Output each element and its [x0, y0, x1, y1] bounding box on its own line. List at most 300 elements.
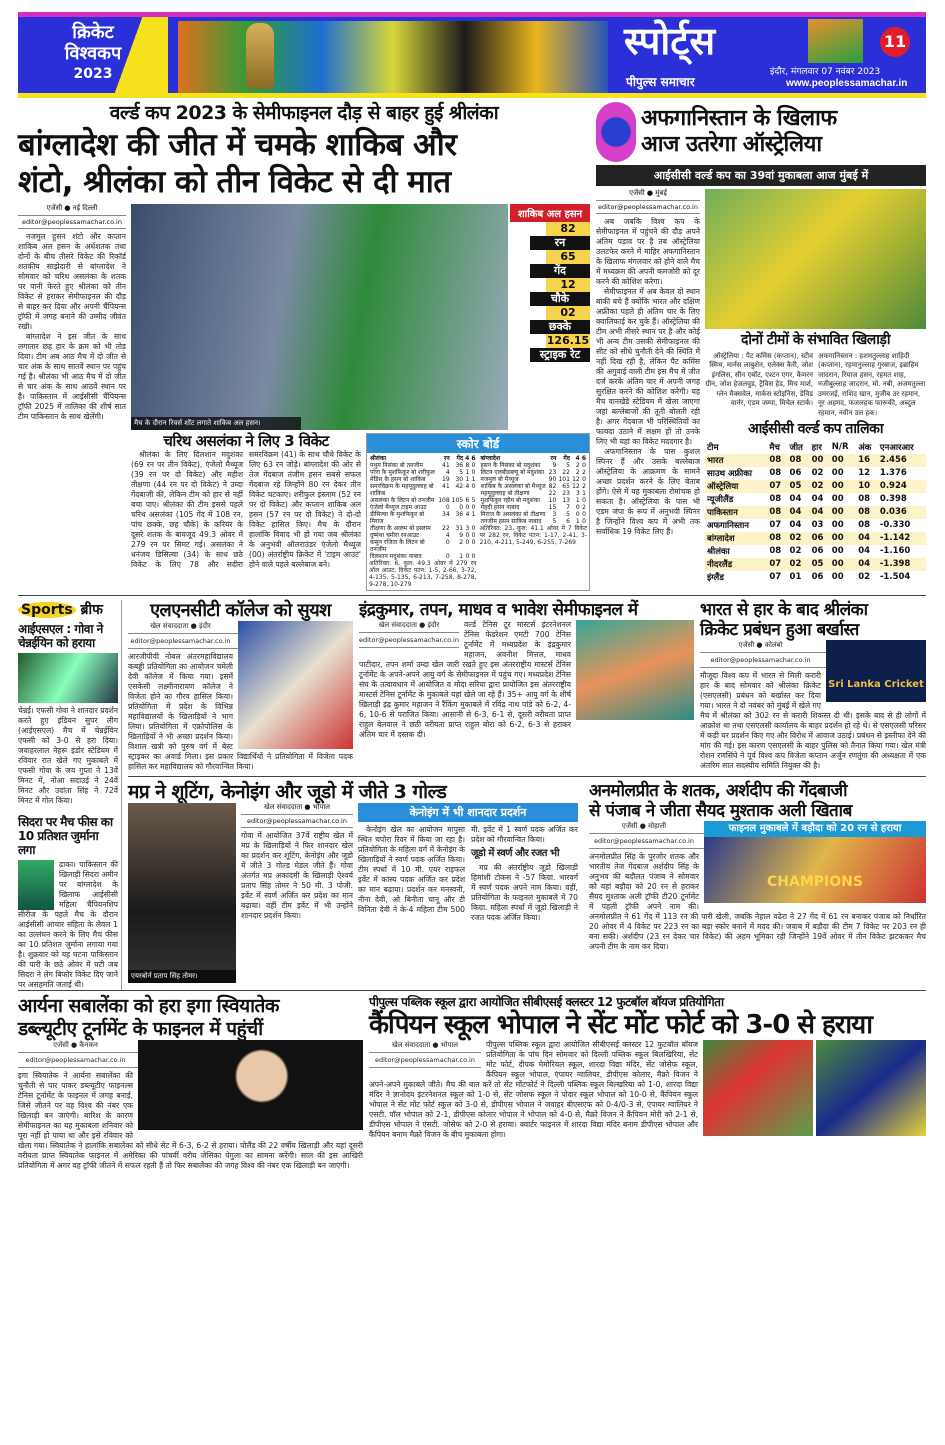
afg-body	[596, 217, 700, 537]
asalanka-story	[131, 433, 361, 591]
masthead-banner	[18, 12, 926, 98]
byline: खेल संवाददाता ● इंदौर	[359, 620, 459, 633]
email-link[interactable]: editor@peoplessamachar.co.in	[18, 1053, 363, 1068]
srilanka-headline	[700, 600, 926, 640]
cell: 0	[471, 538, 476, 546]
football-story	[369, 995, 926, 1171]
football-headline: कैंपियन स्कूल भोपाल ने सेंट मोंट फोर्ट को 3-0 से हराया	[369, 1009, 872, 1040]
email-link[interactable]: editor@peoplessamachar.co.in	[359, 633, 459, 648]
batting-row	[369, 476, 477, 483]
cell: 1	[471, 475, 476, 483]
sl-extras: अतिरिक्त: 6, कुल: 49.3 ओवर में 279 रन ऑल आउट, विकेट पतन: 1-5, 2-66, 3-72, 4-135, 5-135, 6-213, 7-258, 8-278, 9-278, 10-279	[369, 559, 477, 588]
paragraph: मौजूदा विश्व कप में भारत से मिली करारी हार के बाद सोमवार को श्रीलंका क्रिकेट (एसएलसी) प्रबंधन को बर्खास्त कर दिया गया। भारत ने दो नवंबर को मुंबई में खेले गए मैच में श्रीलंका को 302 रन से करारी शिकस्त दी थी। इसके बाद से ही लोगों में आक्रोश था तथा एसएलसी कार्यालय के बाहर प्रदर्शन हो रहे थे। से एसएलसी परिसर में कड़ी घर प्रदर्शन किए गए और विरोध में आवाज उठाई। प्रबंधन से इस्तीफा देने की मांग की गई। इस कारण एसएलसी के बाहर पुलिस को तैनात किया गया। खेल मंत्री रोशन रणसिंघे ने पूर्व विश्व कप विजेता कप्तान अर्जुन रणतुंगा की अध्यक्षता में एक अंतरिम सात सदस्यीय समिति नियुक्त की है।	[700, 670, 927, 770]
cell: 00	[830, 454, 856, 467]
wc-line1: क्रिकेट	[72, 22, 114, 43]
cell: 06	[811, 572, 824, 583]
cell: 08	[767, 506, 787, 519]
col-header: रन	[550, 454, 557, 462]
canoeing-band: केनोइंग में भी शानदार प्रदर्शन	[358, 803, 578, 822]
stat-value: 12	[546, 278, 590, 292]
cell: 0	[465, 503, 470, 511]
cell: 03	[811, 520, 824, 531]
cell: 10	[548, 496, 557, 504]
batting-row	[480, 469, 588, 476]
cell: 22	[562, 468, 570, 476]
cell: हसन कै निसंका बो मदुशंका	[480, 461, 541, 469]
lead-kicker: वर्ल्ड कप 2023 के सेमीफाइनल दौड़ से बाहर हुई श्रीलंका	[109, 102, 499, 124]
cell: 08	[858, 520, 871, 531]
cell: 0	[575, 503, 580, 511]
scoreboard-header	[480, 455, 588, 462]
cell: 07	[767, 480, 787, 493]
table-row	[705, 506, 926, 519]
sabalenka-body	[18, 1040, 363, 1171]
cell: 42	[455, 482, 464, 490]
cell: दिलशान मदुशंका नाबाद	[370, 552, 422, 560]
cell: 08	[769, 468, 782, 479]
email-link[interactable]: editor@peoplessamachar.co.in	[18, 216, 126, 229]
players-photo	[178, 21, 608, 93]
cell: 07	[769, 520, 782, 531]
paragraph: मप्र की अंतर्राष्ट्रीय जूडो खिलाड़ी हिमांशी टोकस ने -57 किग्रा. भारवर्ग में स्वर्ण पदक अपने नाम किया। वहीं, प्रतियोगिता के फाइनल मुकाबले में 70 किग्रा. महिला स्पर्धा में जूडो खिलाड़ी ने रजत पदक अर्जित किया।	[471, 863, 578, 922]
table-header	[705, 441, 926, 454]
middle-right	[128, 600, 926, 991]
aus-squad: ऑस्ट्रेलिया : पैट कमिंस (कप्तान), स्टीव स्मिथ, मार्नस लाबुशेन, एलेक्स कैरी, जोश इंगलिस, सीन एबॉट, एश्टन एगर, कैमरन ग्रीन, जोश हेजलवुड, ट्रैविस हेड, मिच मार्श, ग्लेन मैक्सवेल, मार्कस स्टोइनिस, डेविड वार्नर, एडम जम्पा, मिचेल स्टार्क।	[705, 351, 813, 408]
lead-story	[18, 102, 590, 591]
cell: 07	[769, 572, 782, 583]
batting-row	[480, 490, 588, 497]
cell: 1	[575, 517, 580, 525]
punjab-photo	[704, 837, 926, 903]
cell: पाकिस्तान	[705, 506, 767, 519]
table-row	[705, 532, 926, 545]
table-row	[705, 558, 926, 571]
mp-sub	[358, 803, 578, 983]
sabalenka-headline	[18, 995, 363, 1040]
cell: 5	[566, 461, 570, 469]
cell: 5	[552, 517, 557, 525]
cell: 0	[582, 461, 586, 469]
column-header: हार	[811, 442, 822, 453]
lead-column	[18, 204, 126, 591]
cell: 12	[572, 482, 580, 490]
paragraph: इगा स्वियातेक ने आर्यना सबालेंका की चुनौती से पार पाकर डब्ल्यूटीए फाइनल्स टेनिस टूर्नामेंट के फाइनल में जगह बनाई, जिसे जीतने पर वह विश्व की नंबर एक खिलाड़ी बन जाएंगी। बारिश के कारण सेमीफाइनल का यह मुकाबला शनिवार को पूरा नहीं हो पाया था और इसे रविवार को खेला गया। स्वियातेक ने हालांकि सबालेंका को सीधे सेट में 6-3, 6-2 से हराया। पोलैंड की 22 वर्षीय खिलाड़ी और यहां दूसरी वरीयता प्राप्त स्वियातेक फाइनल में अमेरिका की पांचवीं वरीय जेसिका पेगुला का सामना करेंगी। साल की इस आखिरी प्रतियोगिता में अगर वह ट्रॉफी जीतने में सफल रहती हैं तो फिर सबालेंका की जगह विश्व की नंबर एक खिलाड़ी बन जाएंगी।	[18, 1071, 363, 1171]
paragraph: अफगानिस्तान के पास कुशल स्पिनर हैं और उसके बल्लेबाज ऑस्ट्रेलिया के आक्रमण के सामने अच्छा प्रदर्शन करने के लिए बेताब होंगे। ऐसे में यह मुकाबला रोमांचक हो सकता है। ऑस्ट्रेलिया के पास भी एडम जंपा के रूप में अनुभवी स्पिनर है जिन्होंने विश्व कप में अभी तक सर्वाधिक 19 विकेट लिए हैं।	[596, 447, 700, 536]
cell: 31	[455, 524, 464, 532]
punjab-headline-line1: अनमोलप्रीत के शतक, अर्शदीप की गेंदबाजी	[589, 780, 848, 801]
cell: न्यूजीलैंड	[707, 494, 734, 505]
byline: एजेंसी ● मोहाली	[589, 821, 926, 834]
cell: 00	[830, 506, 856, 519]
squads-title: दोनों टीमों के संभावित खिलाड़ी	[740, 332, 891, 348]
cell: 00	[831, 468, 844, 479]
website-link[interactable]: www.peoplessamachar.in	[786, 78, 908, 89]
cell: 08	[767, 454, 787, 467]
paragraph: श्रीलंका के लिए दिलशान मदुशंका (69 रन पर तीन विकेट), एंजेलो मैथ्यूज (39 रन पर दो विकेट) और महीश तीक्षणा (44 रन पर दो विकेट) ने उम्दा गेंदबाजी की, लेकिन टीम को हार से नहीं बचा पाए। श्रीलंका की टीम इससे पहले चरिथ असलंका (105 गेंद में 108 रन, पांच छक्के, छह चौके) के करियर के दूसरे शतक के बावजूद 49.3 ओवर में 279 रन पर सिमट गई। असलंका ने धनंजय डिसिल्वा (34) के साथ छठे विकेट के लिए 78 और सदीरा समरविक्रम (41) के साथ चौथे विकेट के लिए 63 रन जोड़े। बांग्लादेश की ओर से तेज गेंदबाज तंजीम हसन सबसे सफल गेंदबाज रहे जिन्होंने 80 रन देकर तीन विकेट चटकाए। शरीफुल इस्लाम (52 रन पर दो विकेट) और कप्तान शाकिब अल हसन (57 रन पर दो विकेट) ने दो-दो विकेट हासिल किए। मैच के दौरान हालांकि विवाद भी हो गया जब श्रीलंका के अनुभवी ऑलराउंडर एंजेलो मैथ्यूज (00) अंतर्राष्ट्रीय क्रिकेट में 'टाइम आउट' होने वाले पहले बल्लेबाज बने।	[131, 450, 361, 570]
brief-logo	[18, 600, 118, 619]
cell: 4	[465, 510, 470, 518]
champions-banner-text: CHAMPIONS	[767, 873, 863, 890]
batting-row	[369, 532, 477, 539]
col-header: रन	[443, 454, 450, 462]
table-row	[705, 519, 926, 532]
cell: कसुन रजिता कै लिटन बो तनजीम	[370, 538, 425, 553]
cell: तीक्षणा कै आलम बो इस्लाम	[370, 524, 431, 532]
column-header: जीत	[789, 442, 803, 453]
cell: 08	[767, 532, 787, 545]
paragraph: वर्ल्ड टेनिस टूर मास्टर्स इंटरनेशनल टेनिस फेडरेशन एमटी 700 टेनिस टूर्नामेंट में मध्यप्रदेश के इंद्रकुमार महाजन, अवनीश मित्तल, माधव पाटीदार, तपन शर्मा उम्दा खेल जारी रखते हुए इस अंतरराष्ट्रीय मास्टर्स टेनिस टूर्नामेंट के अपने-अपने आयु वर्ग के सेमीफाइनल में पहुंच गए। मध्यप्रदेश टेनिस संघ के तत्वावधान में आयोजित व मोदा सरिया द्वारा प्रायोजित इस अंतरराष्ट्रीय मास्टर्स टेनिस टूर्नामेंट के मुकाबले यहां खेले जा रहे हैं। 35+ आयु वर्ग के शीर्ष खिलाड़ी इंद्र कुमार महाजन ने रैंकिंग मुकाबले में रविंद्र नाथ पांडे को 6-2, 4-6, 10-6 से पराजित किया। आसानी से 6-3, 6-1 से, दूसरी वरीयता प्राप्त राहुल बेलवाल ने छठी वरीयता प्राप्त राहुल बोरा को 6-2, 6-3 से हराकर अंतिम चार में दस्तक दी।	[359, 619, 571, 739]
cell: 02	[811, 468, 824, 479]
cell: 4	[465, 482, 470, 490]
cell: 105	[451, 496, 464, 504]
cell: 5	[471, 496, 476, 504]
afg-headline-line1: अफगानिस्तान के खिलाफ	[641, 106, 837, 132]
email-link[interactable]: editor@peoplessamachar.co.in	[369, 1053, 481, 1068]
cell: 2	[575, 468, 580, 476]
cell: 05	[810, 558, 830, 571]
cell: श्रीलंका	[707, 546, 730, 557]
email-link[interactable]: editor@peoplessamachar.co.in	[700, 653, 926, 668]
cell: 6	[566, 517, 570, 525]
column-header: मैच	[769, 442, 780, 453]
table-row	[705, 454, 926, 467]
cell: 0	[445, 538, 450, 546]
stat-label: चौके	[530, 292, 590, 306]
srilanka-story	[700, 600, 926, 772]
table-row	[705, 571, 926, 584]
australia-team-photo	[705, 189, 926, 329]
cell: समरविक्रम कै महमूदुल्लाह बो शाकिब	[370, 482, 434, 497]
batting-row	[369, 497, 477, 504]
cell: 1	[471, 510, 476, 518]
brief-headline-2: सिदरा पर मैच फीस का 10 प्रतिशत जुर्माना लगा	[18, 814, 113, 858]
cell: 08	[769, 494, 782, 505]
cell: 5	[566, 510, 570, 518]
stat-label: स्ट्राइक रेट	[530, 348, 590, 362]
cell: 04	[789, 520, 802, 531]
paragraph: आरजीपीवी नोबल अंतरमहाविद्यालय कबड्डी प्रतियोगिता का आयोजन चमेली देवी कॉलेज में किया गया। इसमें एसकेसी लक्ष्मीनारायण कॉलेज ने विजेता होने का गौरव हासिल किया। प्रतियोगिता में प्रदेश के विभिन्न महाविद्यालयों के खिलाड़ियों ने भाग लिया। प्रतियोगिता में एक्रोपोलिस के खिलाड़ियों ने भी अच्छा प्रदर्शन किया। विशाल खत्री को पुरुष वर्ग में बेस्ट स्ट्राइकर का अवार्ड मिला। इस प्रकार विद्यार्थियों ने प्रतियोगिता में विजेता पदक हासिल कर महाविद्यालय को गौरवान्वित किया।	[128, 651, 353, 771]
cell: 04	[810, 506, 830, 519]
cell: 90	[548, 475, 557, 483]
cell: 08	[788, 454, 810, 467]
srilanka-body	[700, 640, 926, 771]
stat-item	[510, 278, 590, 306]
cell: 16	[856, 454, 878, 467]
batting-row	[480, 497, 588, 504]
col-header: गेंद	[456, 454, 464, 462]
cell: पथुम निसंका बो तनजीम	[370, 461, 423, 469]
paragraph: सेमीफाइनल में अब केवल दो स्थान बाकी बचे हैं क्योंकि भारत और दक्षिण अफ्रीका पहले ही अंतिम चार के लिए क्वालिफाई कर चुके हैं। ऑस्ट्रेलिया की टीम अभी तीसरे स्थान पर है और कोई भी अन्य टीम उसकी सेमीफाइनल की सीट को सीधे चुनौती देने की स्थिति में नहीं दिख रही है, लेकिन पैट कमिंस की अगुवाई वाली टीम इस मैच में जीत दर्ज करके अंतिम चार में अपनी जगह सुरक्षित करने की कोशिश करेगी। यह मैच वानखेड़े स्टेडियम में खेला जाएगा जहां बल्लेबाजों की तूती बोलती रही है। अगर गेंदबाज भी परिस्थितियों का फायदा उठाने में सक्षम हों तो उनके लिए भी यहां का विकेट मददगार है।	[596, 287, 700, 446]
cell: 3	[465, 524, 470, 532]
cell: भारत	[705, 454, 767, 467]
photo-caption: मैच के दौरान रिवर्स शॉट लगाते शाकिब अल हसन।	[131, 417, 301, 430]
cell: 05	[788, 480, 810, 493]
tennis-headline: इंद्रकुमार, तपन, माधव व भावेश सेमीफाइनल में	[359, 599, 638, 620]
batting-row	[369, 483, 477, 497]
byline: एजेंसी ● कोलंबो	[700, 640, 926, 653]
sabalenka-headline-line2: डब्ल्यूटीए टूर्नामेंट के फाइनल में पहुंचीं	[18, 1017, 263, 1040]
batting-row	[369, 511, 477, 525]
cell: नीदरलैंड	[705, 558, 767, 571]
cell: 22	[548, 489, 557, 497]
email-link[interactable]: editor@peoplessamachar.co.in	[589, 834, 926, 849]
column-header: N/R	[831, 442, 849, 453]
cell: -1.142	[878, 532, 926, 545]
cell: बांग्लादेश	[705, 532, 767, 545]
stat-label: छक्के	[530, 320, 590, 334]
cell: 5	[459, 468, 464, 476]
cell: 04	[788, 506, 810, 519]
cell: 01	[789, 572, 802, 583]
srilanka-headline-line2: क्रिकेट प्रबंधन हुआ बर्खास्त	[700, 619, 859, 640]
cell: 13	[562, 496, 570, 504]
email-link[interactable]: editor@peoplessamachar.co.in	[241, 815, 353, 828]
newspaper-page	[18, 0, 926, 1175]
lnct-headline: एलएनसीटी कॉलेज को सुयश	[150, 599, 331, 621]
srilanka-headline-line1: भारत से हार के बाद श्रीलंका	[700, 599, 868, 620]
cell: 02	[858, 572, 871, 583]
cell: 3	[552, 510, 557, 518]
cell: तनजीम हसन साकिब नाबाद	[480, 517, 542, 525]
table-row	[705, 467, 926, 480]
paragraph: पीपुल्स पब्लिक स्कूल द्वारा आयोजित सीबीएसई क्लस्टर 12 फुटबॉल बॉयज प्रतियोगिता के पांच दिन सोमवार को दिल्ली पब्लिक स्कूल बिलखिरिया, सेंट मोंट फोर्ट, दीपक मेमोरियल स्कूल, शारदा विद्या मंदिर, सेंट जोसेफ स्कूल, कैंपियन स्कूल भोपाल, एंपायर ग्वालियर, डीपीएस कोलार, मैक्रो विजन ने अपने-अपने मुकाबले जीते। मैच की बात करें तो सेंट मोंटफोर्ट ने दिल्ली पब्लिक स्कूल बिल्खरिया को 1-0, शारदा विद्या मंदिर ने ज्ञानोदय इंटरनेशनल स्कूल को 1-0 से, सेंट जोसफ स्कूल ने पोदार स्कूल भोपाल को 10-0 से, कैंपियन स्कूल भोपाल ने सेंट मोंट फोर्ट स्कूल को 3-0 से, डीपीएस भोपाल ने जवाहर बीएसएफ को 0-4/0-3 से, एंपायर ग्वालियर ने एसटी. पॉल भोपाल को 2-1, डीपीएस कोलार भोपाल ने भोपाल को 4-0 से, मैक्रो विजन ने कैंपियन मोरी को 2-1 से, डीपीएस भोपाल ने एसटी. जोसेफ को 2-0 से हराया। क्वार्टर फाइनल में शारदा विद्या मंदिर बनाम डीपीएस भोपाल और कैंपियन बनाम मैक्रो विजन के बीच मुकाबला होगा।	[369, 1040, 698, 1140]
mp-sub-body	[358, 825, 578, 923]
batting-row	[480, 476, 588, 483]
cell: ऑस्ट्रेलिया	[705, 480, 767, 493]
cell: 2	[575, 461, 580, 469]
cell: 08	[856, 506, 878, 519]
punjab-media	[704, 821, 926, 903]
cell: 0.036	[878, 506, 926, 519]
cell: परेरा कै मुशफिकुर बो शरीफुल	[370, 468, 435, 476]
team-name: श्रीलंका	[370, 454, 387, 462]
mp-body: गोवा में आयोजित 37वें राष्ट्रीय खेल में मप्र के खिलाड़ियों ने फिर शानदार खेल का प्रदर्शन कर शूटिंग, केनोइंग और जूडो में जीते 3 गोल्ड मेडल जीते हैं। गोवा अंतर्गत मप्र अकादमी के खिलाड़ी ऐश्वर्य प्रताप सिंह तोमर ने 50 मी. 3 पोजी. इवेंट में स्वर्ण अर्जित कर प्रदेश का मान बढ़ाया। वहीं टीम इवेंट में भी उन्होंने शानदार प्रदर्शन किया।	[241, 831, 353, 921]
mp-headline: मप्र ने शूटिंग, केनोइंग और जूडो में जीते 3 गोल्ड	[128, 780, 447, 803]
points-table-title: आईसीसी वर्ल्ड कप तालिका	[747, 421, 884, 438]
cell: 0	[465, 552, 470, 560]
stat-value: 65	[546, 250, 590, 264]
stat-label: गेंद	[530, 264, 590, 278]
col-header: 4	[575, 454, 580, 462]
brief-text-2: ढाका। पाकिस्तान की खिलाड़ी सिदरा अमीन पर बांग्लादेश के खिलाफ आईसीसी महिला चैंपियनशिप सीरीज के पहले मैच के दौरान आईसीसी आचार संहिता के लेवल 1 का उल्लंघन करने के लिए मैच फीस का 10 प्रतिशत जुर्माना लगाया गया है। शुक्रवार को यह घटना पाकिस्तान की पारी के छठे ओवर में घटी जब सिदरा ने लेग बिफोर विकेट दिए जाने पर असहमति जताई थी।	[18, 860, 118, 990]
cell: -1.398	[878, 558, 926, 571]
afg-right	[705, 189, 926, 584]
afg-column	[596, 189, 700, 584]
cell: 3	[575, 489, 580, 497]
cell: 04	[856, 532, 878, 545]
cell: 0	[445, 503, 450, 511]
lnct-body	[128, 621, 353, 772]
cell: 0	[471, 503, 476, 511]
cell: 00	[830, 558, 856, 571]
football-body	[369, 1040, 926, 1140]
cell: मेंडिस कै हसन बो शाकिब	[370, 475, 426, 483]
lead-photo	[131, 204, 508, 430]
cell: मिराज कै असलंका बो तीक्षणा	[480, 510, 546, 518]
cell: 10	[856, 480, 878, 493]
football-byline-block	[369, 1040, 481, 1071]
football-photo-2	[816, 1040, 926, 1136]
cell: इंग्लैंड	[707, 572, 724, 583]
cell: 04	[858, 546, 871, 557]
afg-bar: आईसीसी वर्ल्ड कप का 39वां मुकाबला आज मुंबई में	[596, 165, 926, 186]
cell: अफगानिस्तान	[707, 520, 750, 531]
col-header: 6	[471, 454, 476, 462]
cell: 08	[858, 494, 871, 505]
afg-story	[596, 102, 926, 591]
stat-item	[510, 306, 590, 334]
cell: 1	[575, 496, 580, 504]
batting-row	[369, 525, 477, 532]
cell: 0	[471, 482, 476, 490]
paper-name: पीपुल्स समाचार	[626, 75, 695, 89]
mp-photo	[128, 803, 236, 983]
top-section	[18, 98, 926, 596]
lead-headline-line2: शंटो, श्रीलंका को तीन विकेट से दी मात	[18, 163, 451, 200]
cell: 65	[562, 482, 570, 490]
mp-column	[241, 803, 353, 983]
cell: 04	[789, 494, 802, 505]
byline: एजेंसी ● कैनकन	[18, 1040, 363, 1053]
batting-row	[369, 469, 477, 476]
cell: 0	[471, 552, 476, 560]
stat-value: 126.15	[546, 333, 590, 347]
cell: 108	[438, 496, 450, 504]
cell: शाकिब कै असलंका बो मैथ्यूज	[480, 482, 546, 490]
byline: एजेंसी ● मुंबई	[596, 189, 700, 201]
cell: 02	[788, 532, 810, 545]
tennis-byline-block	[359, 620, 459, 651]
cell: 0	[465, 531, 470, 539]
cell: 1	[582, 489, 586, 497]
cell: 00	[810, 454, 830, 467]
cell: 0	[582, 496, 586, 504]
points-table	[705, 441, 926, 584]
cell: 41	[442, 461, 450, 469]
cell: 2	[582, 482, 586, 490]
batting-row	[369, 539, 477, 553]
cell: 02	[810, 480, 830, 493]
batting-row	[480, 462, 588, 469]
brief-photo-1	[18, 653, 118, 703]
cell: 4	[445, 531, 450, 539]
lead-headline	[18, 127, 590, 200]
cell: 15	[548, 503, 557, 511]
cell: 41	[442, 482, 450, 490]
cell: 1.376	[879, 468, 907, 479]
player-stats	[510, 204, 590, 430]
cell: -1.160	[879, 546, 911, 557]
mp-story	[128, 781, 583, 983]
table-row	[705, 480, 926, 493]
trophy-icon	[246, 23, 274, 89]
table-row	[705, 493, 926, 506]
world-cup-label	[18, 17, 168, 93]
photo-caption: एयरबोर्न प्रताप सिंह तोमर।	[128, 970, 236, 983]
afg-headline	[641, 106, 837, 158]
cell: साउथ अफ्रीका	[707, 468, 752, 479]
cell: 8	[465, 461, 470, 469]
cell: 00	[830, 480, 856, 493]
cell: 00	[831, 572, 844, 583]
swiatek-photo	[138, 1040, 363, 1130]
cell: 19	[442, 475, 450, 483]
cell: 0	[582, 475, 586, 483]
email-link[interactable]: editor@peoplessamachar.co.in	[596, 201, 700, 214]
cell: 2	[582, 468, 586, 476]
batting-row	[480, 504, 588, 511]
byline: खेल संवाददाता ● भोपाल	[369, 1040, 481, 1053]
cell: 22	[442, 524, 450, 532]
lnct-photo	[238, 621, 353, 749]
cell: मेहदी हसन नाबाद	[480, 503, 520, 511]
email-link[interactable]: editor@peoplessamachar.co.in	[128, 634, 353, 649]
stat-value: 02	[546, 306, 590, 320]
paragraph: केनोइंग खेल का आयोजन मापुसा स्थित चपोरा रिवर में किया जा रहा है। प्रतियोगिता के महिला वर्ग में केनोइंग के खिलाड़ियों ने स्वर्ण पदक अर्जित किया। टीम स्पर्धा में 10 मी. एयर राइफल इवेंट में कांस्य पदक अर्जित कर प्रदेश का मान बढ़ाया। प्रदर्शन कर मनस्वनी, नीना देवी, ओ बिनीता चानू और टी विनिता देवी ने के-4 महिला टीम 500 मी. इवेंट में 1 स्वर्ण पदक अर्जित कर प्रदेश को गौरवान्वित किया।	[358, 825, 578, 915]
cell: 00	[831, 494, 844, 505]
cell: डीसिल्वा कै मुशफिकुर बो मिराज	[370, 510, 425, 525]
cell: 23	[548, 468, 557, 476]
cell: 9	[552, 461, 557, 469]
cell: 0	[471, 468, 476, 476]
col-header: 6	[581, 454, 586, 462]
byline: खेल संवाददाता ● भोपाल	[241, 803, 353, 815]
cell: 0	[471, 524, 476, 532]
cell: 12	[858, 468, 871, 479]
scoreboard	[366, 433, 590, 591]
cell: नजमुल बो मैथ्यूज	[480, 475, 519, 483]
paragraph: अब जबकि विश्व कप के सेमीफाइनल में पहुंचने की दौड़ अपने अंतिम पड़ाव पर है तब ऑस्ट्रेलिया उलटफेर करने में माहिर अफगानिस्तान के खिलाफ मंगलवार को होने वाले मैच में मध्यक्रम की अपनी कमजोरी को दूर करने की कोशिश करेगा।	[596, 217, 700, 286]
stats-player-name: शाकिब अल हसन	[510, 204, 590, 222]
paragraph: नजमुल हुसन शंटो और कप्तान शाकिब अल हसन के अर्धशतक तथा दोनों के बीच तीसरे विकेट की रिकॉर्ड शतकीय साझेदारी से बांग्लादेश ने सोमवार को चरिथ असलंका के शतक पर पानी फेरते हुए श्रीलंका को तीन विकेट से हराकर सेमीफाइनल की दौड़ से बाहर कर दिया और अपनी चैंपियन्स ट्रॉफी में जगह बनाने की उम्मीद जीवंत रखी।	[18, 231, 126, 331]
cell: 06	[789, 468, 802, 479]
cell: महमूदुल्लाह बो तीक्षणा	[480, 489, 530, 497]
football-photos	[703, 1040, 926, 1136]
cell: 0	[582, 517, 586, 525]
punjab-story	[589, 781, 926, 983]
cell: 08	[769, 546, 782, 557]
col-header: 4	[465, 454, 470, 462]
cell: 0.924	[878, 480, 926, 493]
lead-headline-line1: बांग्लादेश की जीत में चमके शाकिब और	[18, 127, 457, 164]
byline: एजेंसी ● नई दिल्ली	[18, 204, 126, 216]
cell: 6	[465, 496, 470, 504]
cell: 0	[471, 531, 476, 539]
col-header: गेंद	[563, 454, 570, 462]
world-cup-logo	[596, 102, 636, 162]
cell: 1	[459, 552, 464, 560]
batting-row	[480, 511, 588, 518]
brief-headline-1: आईएसएल : गोवा ने चेन्नईयिन को हराया	[18, 621, 103, 650]
bd-extras: अतिरिक्त: 23, कुल: 41.1 ओवर में 7 विकेट पर 282 रन, विकेट पतन: 1-17, 2-41, 3-210, 4-211, 5-249, 6-255, 7-269	[479, 524, 587, 546]
punjab-band: फाइनल मुकाबले में बड़ौदा को 20 रन से हराया	[704, 821, 926, 837]
lnct-story	[128, 600, 353, 772]
cell: 7	[566, 503, 570, 511]
scoreboard-title: स्कोर बोर्ड	[367, 434, 589, 453]
cell: 1	[465, 475, 470, 483]
brief-logo-text: Sports	[18, 602, 76, 618]
afg-headline-line2: आज उतरेगा ऑस्ट्रेलिया	[641, 132, 822, 157]
cell: 0.398	[879, 494, 907, 505]
cell: 9	[459, 531, 464, 539]
paragraph: बांग्लादेश ने इस जीत के साथ लगातार छह हार के क्रम को भी तोड़ दिया। टीम अब आठ मैच में दो जीत से चार अंक के साथ सातवें स्थान पर पहुंच गई है। श्रीलंका भी आठ मैच में दो जीत से चार अंक के साथ आठवें स्थान पर है। पाकिस्तान में आईसीसी चैंपियन्स ट्रॉफी 2025 में तालिका की शीर्ष सात टीम पाकिस्तान के साथ खेलेंगी।	[18, 331, 126, 421]
column-header: टीम	[707, 442, 719, 453]
wc-year: 2023	[73, 66, 113, 82]
brief-logo-suffix: ब्रीफ	[80, 601, 103, 618]
cell: 0	[445, 552, 450, 560]
wc-line2: विश्वकप	[64, 43, 122, 64]
batsman-graphic	[808, 19, 863, 63]
